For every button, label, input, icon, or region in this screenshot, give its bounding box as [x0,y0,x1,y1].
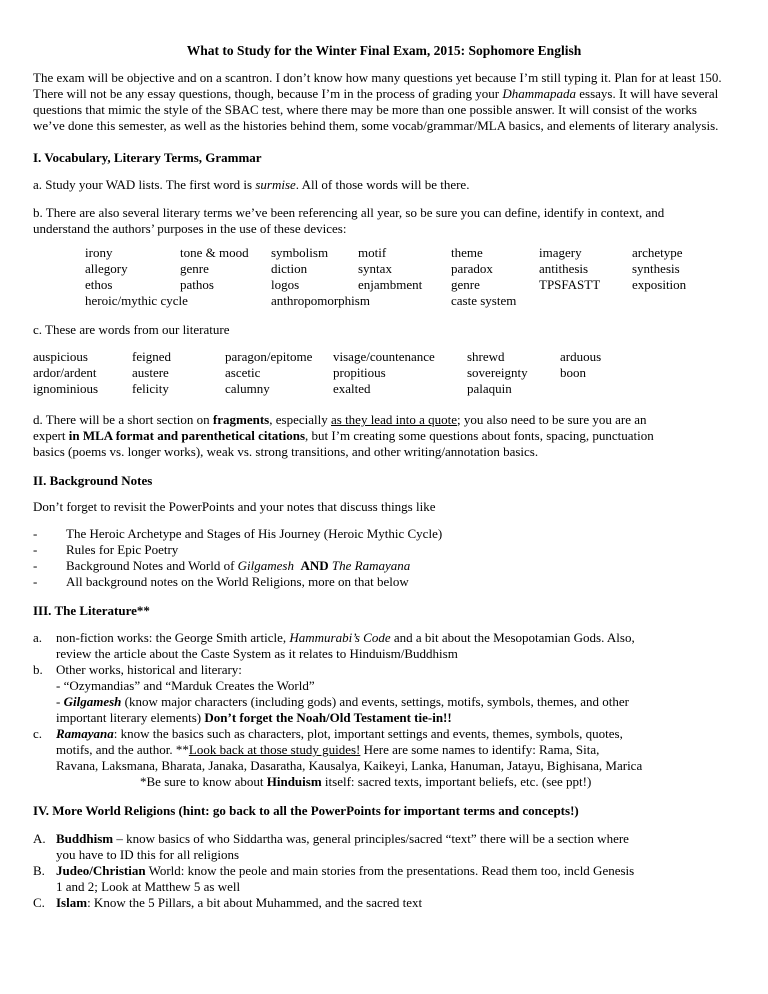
section-3-c-line4: *Be sure to know about Hinduism itself: sacred texts, important beliefs, etc. (see ppt!) [140,774,592,789]
section-3-b-marker: b. [33,662,43,677]
intro-line-2: There will not be any essay questions, though, because I’m in the process of grading your Dhammapada essays. It will have several [33,86,719,101]
section-4-c-marker: C. [33,895,45,910]
section-3-b-line4: important literary elements) Don’t forget the Noah/Old Testament tie-in!! [56,710,452,725]
section-4-a-line1: Buddhism – know basics of who Siddartha was, general principles/sacred “text” there will be a section where [56,831,629,846]
list-item: - The Heroic Archetype and Stages of His Journey (Heroic Mythic Cycle) [33,526,443,541]
words-col-1: auspicious ardor/ardent ignominious [33,349,99,396]
terms-col-3: symbolism diction logos anthropomorphism [271,245,370,308]
section-3-b-line3: - Gilgamesh (know major characters (including gods) and events, settings, motifs, symbols, themes, and other [56,694,630,709]
terms-col-7: archetype synthesis exposition [632,245,687,292]
section-4-b-line2: 1 and 2; Look at Matthew 5 as well [56,879,241,894]
section-3-a-marker: a. [33,630,43,645]
intro-line-4: we’ve done this semester, as well as the histories behind them, some vocab/grammar/MLA basics, and elements of literary analysis. [33,118,719,133]
words-col-6: arduous boon [560,349,602,380]
section-4-b-marker: B. [33,863,45,878]
section-1-heading: I. Vocabulary, Literary Terms, Grammar [33,150,262,165]
section-2-heading: II. Background Notes [33,473,153,488]
section-3-c-line1: Ramayana: know the basics such as characters, plot, important settings and events, themes, symbols, quotes, [56,726,623,741]
list-item: - Background Notes and World of Gilgamesh AND The Ramayana [33,558,411,573]
section-3-b-line1: Other works, historical and literary: [56,662,242,677]
terms-col-5: theme paradox genre caste system [451,245,517,308]
terms-col-1: irony allegory ethos heroic/mythic cycle [85,245,188,308]
section-3-b-line2: - “Ozymandias” and “Marduk Creates the World” [56,678,315,693]
words-col-3: paragon/epitome ascetic calumny [225,349,313,396]
section-3-c-line2: motifs, and the author. **Look back at those study guides! Here are some names to identify: Rama, Sita, [56,742,600,757]
section-1-c: c. These are words from our literature [33,322,230,337]
list-item: - All background notes on the World Religions, more on that below [33,574,409,589]
words-col-2: feigned austere felicity [132,349,171,396]
section-1-a: a. Study your WAD lists. The first word is surmise. All of those words will be there. [33,177,470,192]
section-4-a-line2: you have to ID this for all religions [56,847,240,862]
words-col-5: shrewd sovereignty palaquin [467,349,528,396]
section-3-a-line1: non-fiction works: the George Smith article, Hammurabi’s Code and a bit about the Mesopotamian Gods. Also, [56,630,635,645]
terms-col-2: tone & mood genre pathos [180,245,249,292]
section-3-c-line3: Ravana, Laksmana, Bharata, Janaka, Dasaratha, Kausalya, Kaikeyi, Lanka, Hanuman, Jatayu, Bighisana, Marica [56,758,643,773]
section-1-d-line1: d. There will be a short section on fragments, especially as they lead into a quote; you also need to be sure you are an [33,412,647,427]
section-1-b-line2: understand the authors’ purposes in the use of these devices: [33,221,347,236]
list-item: - Rules for Epic Poetry [33,542,179,557]
section-1-b-line1: b. There are also several literary terms we’ve been referencing all year, so be sure you can define, identify in context, and [33,205,665,220]
section-3-a-line2: review the article about the Caste System as it relates to Hinduism/Buddhism [56,646,458,661]
section-4-c-line1: Islam: Know the 5 Pillars, a bit about Muhammed, and the sacred text [56,895,423,910]
page-title: What to Study for the Winter Final Exam, 2015: Sophomore English [186,43,582,58]
section-4-heading: IV. More World Religions (hint: go back to all the PowerPoints for important terms and concepts!) [33,803,579,818]
terms-col-4: motif syntax enjambment [358,245,423,292]
section-4-b-line1: Judeo/Christian World: know the peole and main stories from the presentations. Read them too, incld Genesis [56,863,635,878]
section-3-heading: III. The Literature** [33,603,150,618]
section-2-intro: Don’t forget to revisit the PowerPoints and your notes that discuss things like [33,499,436,514]
intro-line-3: questions that mimic the style of the SBAC test, where there may be more than one possible answer. It will consist of the works [33,102,697,117]
section-3-c-marker: c. [33,726,43,741]
intro-line-1: The exam will be objective and on a scantron. I don’t know how many questions yet because I’m still typing it. Plan for at least 150. [33,70,722,85]
section-1-d-line3: basics (poems vs. longer works), weak vs. strong transitions, and other writing/annotation basics. [33,444,539,459]
section-1-d-line2: expert in MLA format and parenthetical citations, but I’m creating some questions about fonts, spacing, punctuation [33,428,654,443]
words-col-4: visage/countenance propitious exalted [333,349,435,396]
section-4-a-marker: A. [33,831,46,846]
terms-col-6: imagery antithesis TPSFASTT [539,245,601,292]
